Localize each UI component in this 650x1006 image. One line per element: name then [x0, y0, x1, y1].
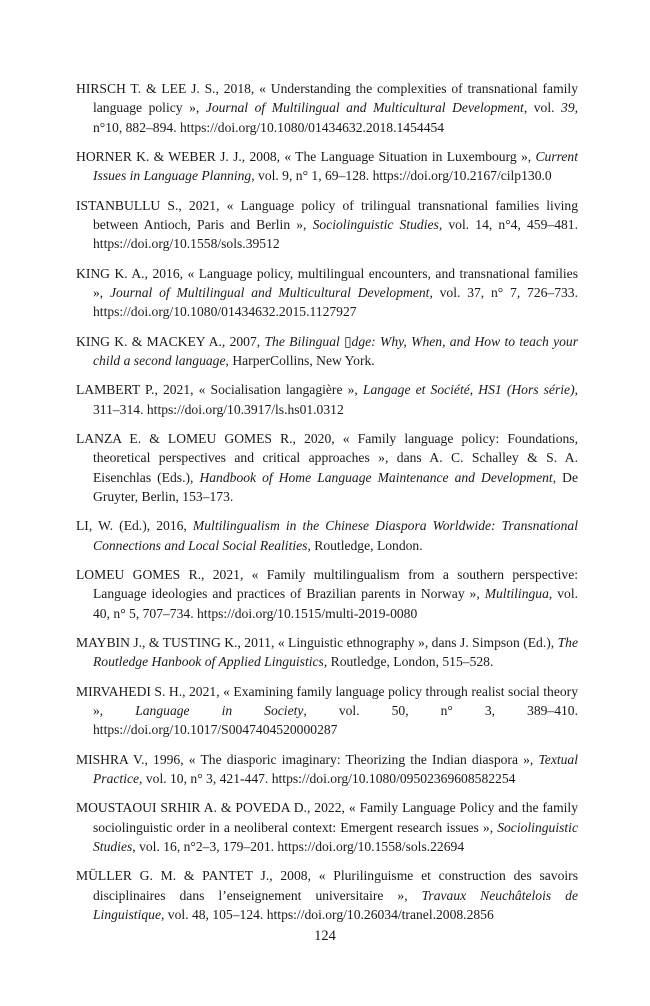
reference-text: LOMEU GOMES R., 2021, « Family multilingualism from a southern perspective: Language ideologies and practices of Brazilian parents in Norway », [76, 566, 578, 602]
reference-entry-lambert [76, 380, 578, 419]
reference-text: KING K. A., 2016, « Language policy, multilingual encounters, and transnational families », [76, 265, 578, 301]
reference-text: MAYBIN J., & TUSTING K., 2011, « Linguistic ethnography », dans J. Simpson (Ed.), [76, 634, 558, 650]
reference-journal-title: Current Issues in Language Planning [93, 149, 578, 184]
reference-text: n°10, 882–894. https://doi.org/10.1080/01434632.2018.1454454 [93, 119, 445, 135]
reference-text: MIRVAHEDI S. H., 2021, « Examining family language policy through realist social theory », [76, 683, 578, 718]
reference-text: ISTANBULLU S., 2021, « Language policy of trilingual transnational families living between Antioch, Paris and Berlin », [76, 197, 578, 233]
reference-journal-title: Journal of Multilingual and Multicultural Development [205, 100, 524, 116]
reference-entry-hirsch-lee [76, 79, 578, 137]
reference-journal-title: Language in Society [135, 702, 304, 718]
reference-book-title: Multilingualism in the Chinese Diaspora Worldwide: Transnational Connections and Local Social Realities [93, 518, 578, 553]
reference-journal-title: Journal of Multilingual and Multicultural Development [110, 285, 430, 301]
reference-journal-title: Langage et Société [362, 382, 470, 398]
reference-text: HIRSCH T. & LEE J. S., 2018, « Understanding the complexities of transnational family language policy », [76, 81, 578, 116]
reference-entry-moustaoui-poveda [76, 798, 578, 856]
reference-text: , De Gruyter, Berlin, 153–173. [93, 469, 578, 505]
reference-list [76, 79, 578, 934]
reference-entry-lomeu-gomes [76, 565, 578, 623]
reference-text: , Routledge, London, 515–528. [323, 654, 494, 670]
reference-text: , vol. [523, 100, 562, 116]
reference-journal-title: Travaux Neuchâtelois de Linguistique [93, 887, 578, 922]
reference-entry-li [76, 516, 578, 555]
reference-entry-king-2016 [76, 264, 578, 322]
reference-volume-italic: 39, [561, 100, 579, 116]
reference-book-title: The Routledge Hanbook of Applied Linguistics [93, 634, 578, 670]
reference-journal-title: Textual Practice [93, 751, 578, 786]
reference-entry-maybin-tusting [76, 633, 578, 672]
reference-text: , [469, 382, 479, 398]
reference-entry-muller-pantet [76, 866, 578, 924]
reference-text: , vol. 37, n° 7, 726–733. https://doi.org/10.1080/01434632.2015.1127927 [93, 285, 579, 320]
reference-entry-lanza-lomeu [76, 429, 578, 507]
reference-text: MISHRA V., 1996, « The diasporic imaginary: Theorizing the Indian diaspora », [76, 751, 539, 767]
reference-text: LANZA E. & LOMEU GOMES R., 2020, « Family language policy: Foundations, theoretical perspectives and critical approaches », dans A. C. Schalley & S. A. Eisenchlas (Eds.), [76, 430, 578, 485]
reference-journal-title: Sociolinguistic Studies [312, 217, 439, 233]
reference-text: LI, W. (Ed.), 2016, [76, 518, 193, 534]
reference-journal-title: Sociolinguistic Studies [93, 819, 578, 854]
reference-journal-title: Multilingua [484, 586, 549, 602]
reference-text: , Routledge, London. [307, 537, 423, 553]
reference-entry-mirvahedi [76, 682, 578, 740]
reference-text: , vol. 50, n° 3, 389–410. https://doi.org/10.1017/S0047404520000287 [93, 702, 579, 738]
reference-text: , vol. 40, n° 5, 707–734. https://doi.org/10.1515/multi-2019-0080 [93, 586, 578, 621]
reference-text: KING K. & MACKEY A., 2007, [76, 333, 265, 349]
reference-text: , vol. 48, 105–124. https://doi.org/10.26034/tranel.2008.2856 [160, 906, 494, 922]
reference-text: , vol. 14, n°4, 459–481. https://doi.org/10.1558/sols.39512 [93, 217, 578, 252]
reference-text: , vol. 9, n° 1, 69–128. https://doi.org/10.2167/cilp130.0 [251, 168, 552, 184]
reference-text: , vol. 10, n° 3, 421-447. https://doi.org/10.1080/09502369608582254 [139, 770, 516, 786]
reference-text: , vol. 16, n°2–3, 179–201. https://doi.org/10.1558/sols.22694 [132, 838, 465, 854]
reference-entry-king-mackey [76, 332, 578, 371]
reference-text: , HarperCollins, New York. [225, 353, 375, 369]
reference-book-title: The Bilingual ▯dge: Why, When, and How to teach your child a second language [93, 333, 578, 369]
reference-book-title: Handbook of Home Language Maintenance and Development [199, 469, 553, 485]
reference-text: LAMBERT P., 2021, « Socialisation langagière », [76, 382, 363, 398]
reference-entry-istanbullu [76, 196, 578, 254]
reference-text: , 311–314. https://doi.org/10.3917/ls.hs01.0312 [93, 382, 579, 417]
reference-entry-horner-weber [76, 147, 578, 186]
reference-text: HORNER K. & WEBER J. J., 2008, « The Language Situation in Luxembourg », [76, 149, 536, 165]
page-number: 124 [314, 928, 336, 944]
reference-text: MOUSTAOUI SRHIR A. & POVEDA D., 2022, « Family Language Policy and the family sociolinguistic order in a neoliberal context: Emergent research issues », [76, 800, 578, 835]
reference-entry-mishra [76, 750, 578, 789]
reference-text: MÜLLER G. M. & PANTET J., 2008, « Plurilinguisme et construction des savoirs disciplinaires dans l’enseignement universitaire », [76, 868, 578, 903]
reference-issue-italic: HS1 (Hors série) [478, 382, 575, 398]
